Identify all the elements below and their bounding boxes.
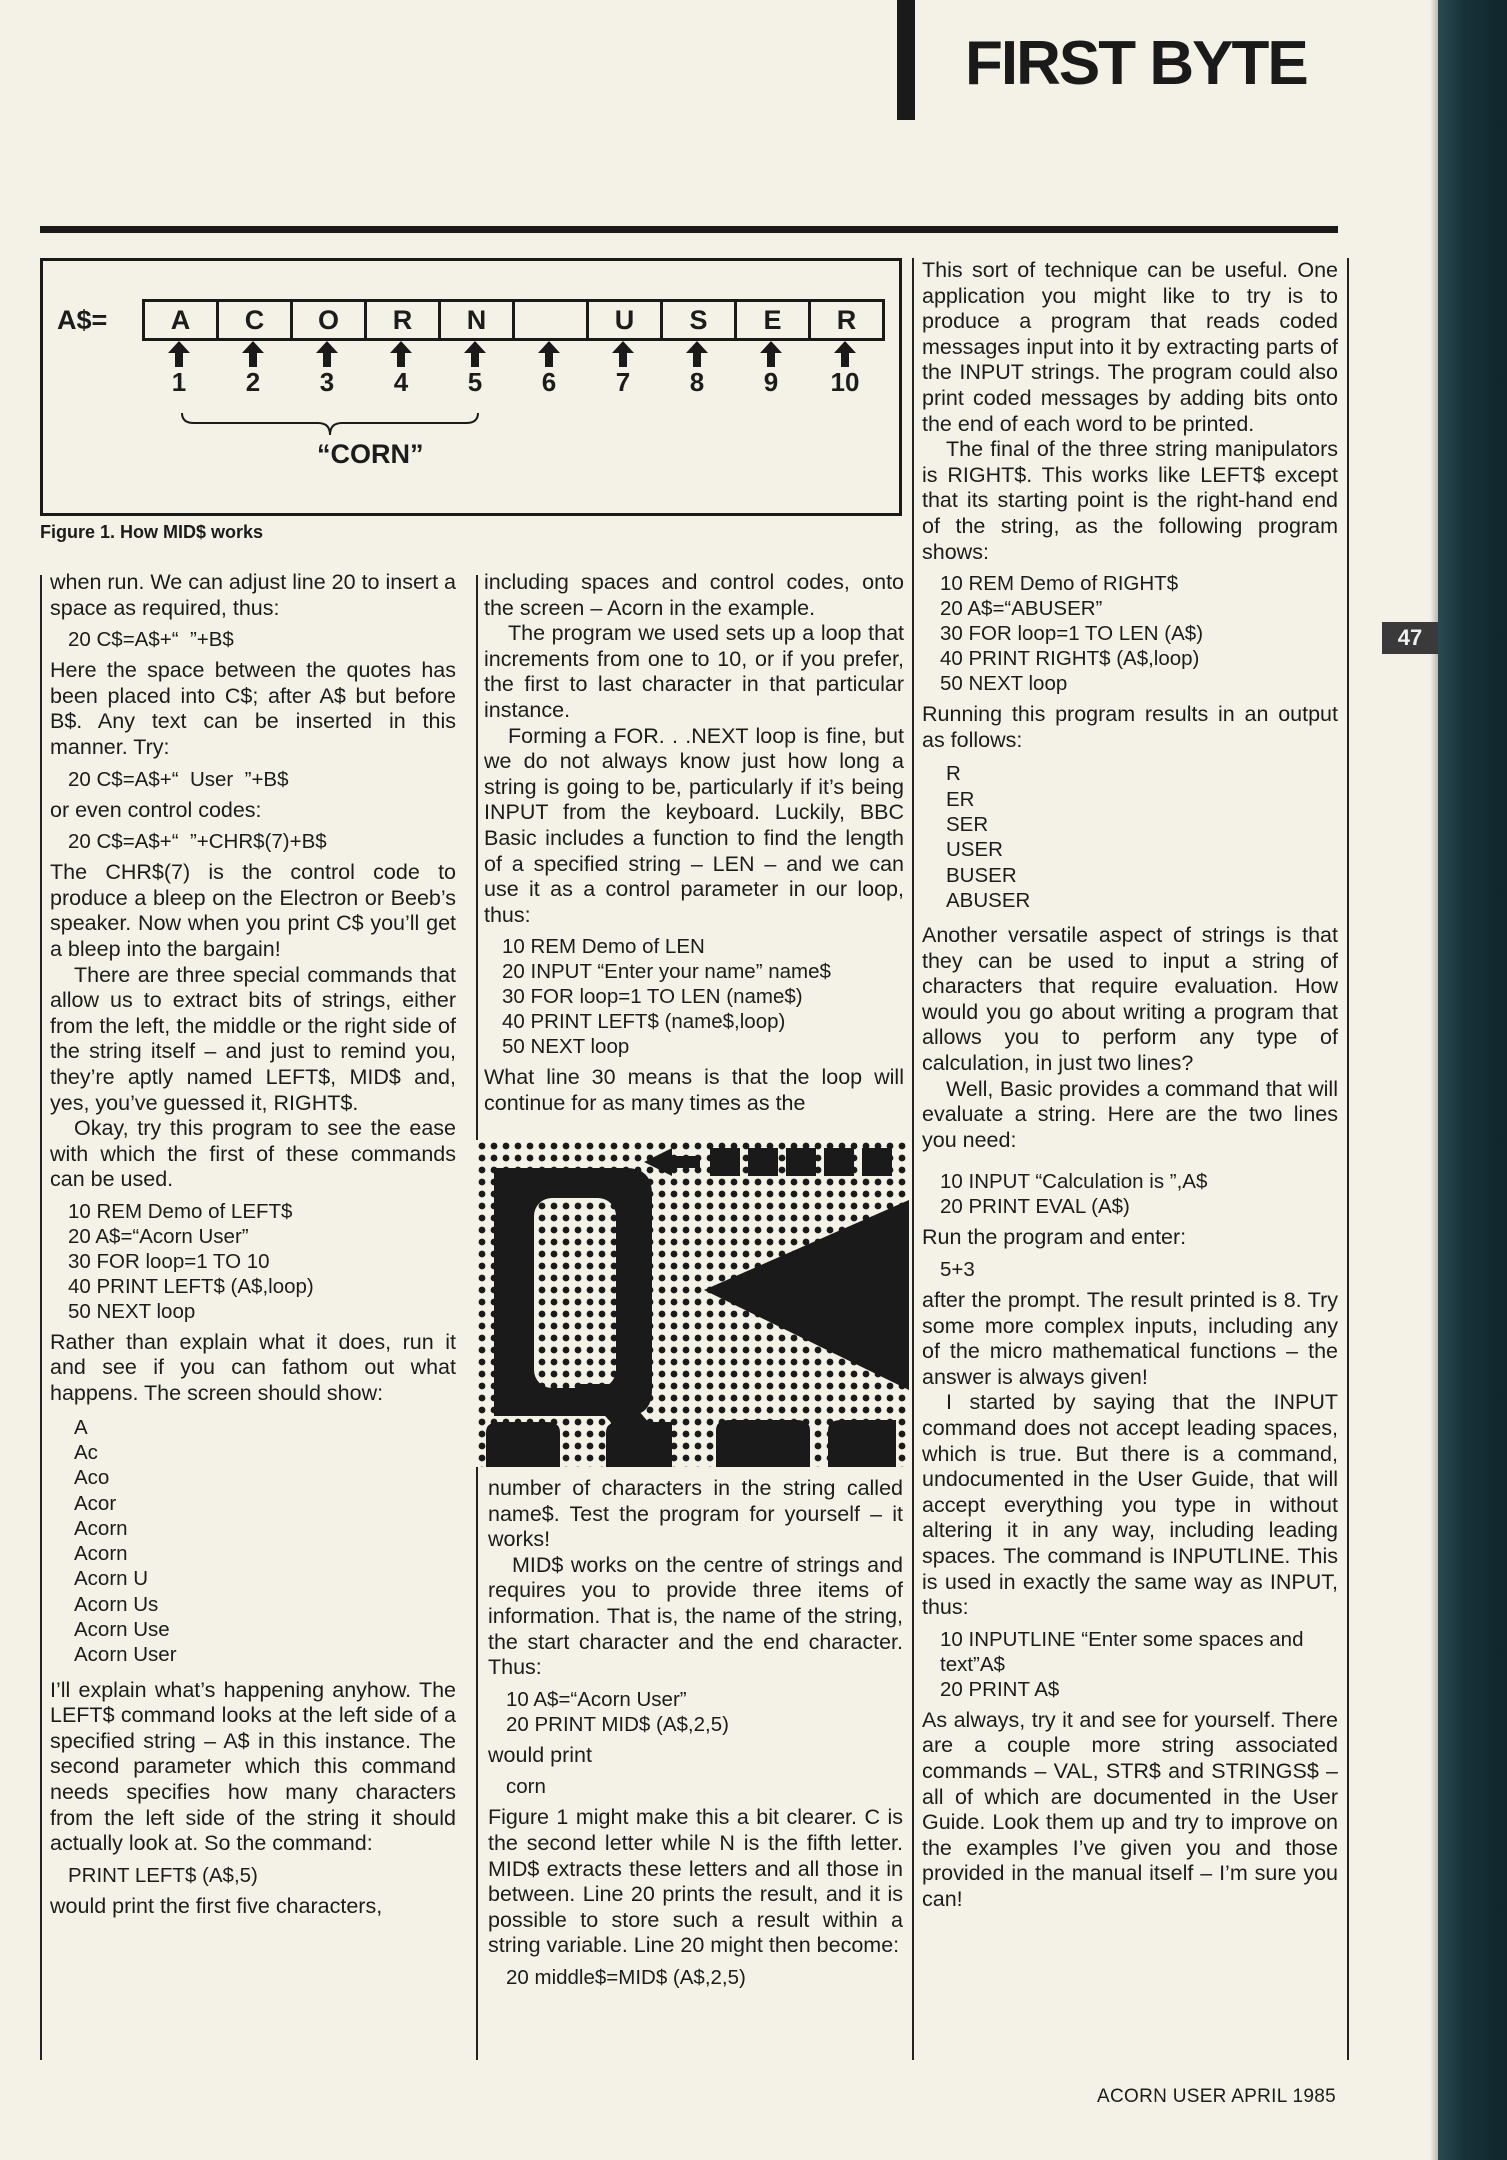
output-line: Acorn [74, 1516, 128, 1540]
string-cell: E [737, 302, 811, 338]
paragraph: I started by saying that the INPUT command does not accept leading spaces, which is true. But there is a command, undocumented in the User Guide, that will accept everything you type in without altering it in any way, including leading spaces. The command is INPUTLINE. This is used in exactly the same way as INPUT, thus: [922, 1390, 1338, 1620]
string-cell: R [836, 304, 857, 335]
code-text: 20 A$=“Acorn User” [68, 1224, 249, 1248]
position-markers [142, 341, 882, 398]
paragraph: number of characters in the string called name$. Test the program for yourself – it works! [488, 1476, 903, 1552]
string-cell: A [145, 302, 219, 338]
paragraph: when run. We can adjust line 20 to insert a space as required, thus: [50, 570, 456, 620]
paragraph: Figure 1 might make this a bit clearer. C is the second letter while N is the fifth letter. MID$ extracts these letters and all those in between. Line 20 prints the result, and it is possible to store such a result within a string variable. Line 20 might then become: [488, 1805, 903, 1958]
code-text: 20 middle$=MID$ (A$,2,5) [506, 1965, 746, 1989]
output-line: USER [946, 838, 1003, 862]
code-text: 20 INPUT “Enter your name” name$ [502, 960, 831, 984]
paragraph: would print [488, 1742, 592, 1767]
output-line: Acorn Us [74, 1592, 159, 1616]
position-marker [512, 341, 586, 398]
figure-1 [40, 258, 902, 516]
column-divider [40, 575, 42, 2060]
brace-label: “CORN” [317, 439, 424, 469]
up-arrow-icon [242, 341, 264, 367]
binding-spine [1438, 0, 1507, 2160]
code-text: 5+3 [940, 1258, 975, 1282]
up-arrow-icon [834, 341, 856, 367]
code-text: 20 C$=A$+“ ”+B$ [68, 628, 234, 652]
code-text: 50 NEXT loop [68, 1299, 196, 1323]
code-text: 20 PRINT A$ [940, 1677, 1060, 1701]
header-rule [40, 226, 1338, 233]
code-text: 20 C$=A$+“ ”+CHR$(7)+B$ [68, 830, 327, 854]
output-line: Aco [74, 1466, 110, 1490]
position-marker [216, 341, 290, 398]
code-text: 10 INPUTLINE “Enter some spaces and text”A$ [940, 1627, 1304, 1676]
paragraph: I’ll explain what’s happening anyhow. The LEFT$ command looks at the left side of a specified string – A$ in this instance. The second parameter which this command needs specifies how many characters from the left side of the string it should actually look at. So the command: [50, 1677, 456, 1856]
code-text: 50 NEXT loop [940, 672, 1068, 696]
program-listing [506, 1687, 903, 1737]
output-line: Acor [74, 1491, 117, 1515]
position-marker [290, 341, 364, 398]
page-number: 47 [1382, 622, 1438, 654]
code-line [68, 767, 456, 792]
column-2-continued [488, 1476, 903, 1996]
string-cell: N [441, 302, 515, 338]
position-marker [438, 341, 512, 398]
paragraph: Run the program and enter: [922, 1225, 1187, 1250]
code-text: 10 REM Demo of LEFT$ [68, 1199, 293, 1223]
paragraph: would print the first five characters, [50, 1893, 383, 1918]
paragraph: Running this program results in an output as follows: [922, 702, 1338, 752]
output-line: Acorn [74, 1542, 128, 1566]
figure-variable-label: A$= [57, 305, 108, 335]
code-text: 20 PRINT EVAL (A$) [940, 1195, 1130, 1219]
up-arrow-icon [464, 341, 486, 367]
code-text: 10 REM Demo of RIGHT$ [940, 572, 1179, 596]
paragraph: including spaces and control codes, onto the screen – Acorn in the example. [484, 570, 904, 620]
position-number: 3 [319, 367, 335, 397]
column-2 [484, 570, 904, 1117]
string-cell: S [663, 302, 737, 338]
section-title: FIRST BYTE [965, 29, 1307, 98]
code-text: 10 A$=“Acorn User” [506, 1687, 687, 1711]
string-cell: R [367, 302, 441, 338]
up-arrow-icon [760, 341, 782, 367]
output-line: BUSER [946, 863, 1017, 887]
position-marker [586, 341, 660, 398]
column-1 [50, 570, 456, 1919]
position-number: 5 [467, 367, 483, 397]
code-text: 40 PRINT RIGHT$ (A$,loop) [940, 647, 1200, 671]
code-line [940, 1257, 1338, 1282]
column-divider [1347, 258, 1349, 2060]
up-arrow-icon [316, 341, 338, 367]
code-text: 10 INPUT “Calculation is ”,A$ [940, 1170, 1208, 1194]
column-divider [912, 258, 914, 2060]
code-text: 50 NEXT loop [502, 1035, 630, 1059]
position-number: 2 [245, 367, 261, 397]
paragraph: The CHR$(7) is the control code to produce a bleep on the Electron or Beeb’s speaker. Now when you print C$ you’ll get a bleep into the bargain! [50, 860, 456, 961]
code-text: 40 PRINT LEFT$ (A$,loop) [68, 1274, 314, 1298]
up-arrow-icon [538, 341, 560, 367]
position-number: 7 [615, 367, 631, 397]
string-cell: U [589, 302, 663, 338]
program-listing [940, 571, 1338, 696]
paragraph: Okay, try this program to see the ease with which the first of these commands can be used. [50, 1116, 456, 1192]
program-output [946, 761, 1338, 913]
code-text: 10 REM Demo of LEN [502, 935, 705, 959]
position-number: 9 [763, 367, 779, 397]
code-text: corn [506, 1775, 546, 1799]
code-text: 30 FOR loop=1 TO LEN (name$) [502, 985, 803, 1009]
position-number: 4 [393, 367, 409, 397]
string-cell: O [293, 302, 367, 338]
page-footer: ACORN USER APRIL 1985 [1097, 2086, 1336, 2107]
code-text: 20 C$=A$+“ User ”+B$ [68, 767, 289, 791]
position-marker [142, 341, 216, 398]
output-line: Acorn U [74, 1567, 149, 1591]
paragraph: after the prompt. The result printed is 8. Try some more complex inputs, including any of the micro mathematical functions – the answer is always given! [922, 1288, 1338, 1389]
paragraph: What line 30 means is that the loop will continue for as many times as the [484, 1065, 904, 1115]
up-arrow-icon [168, 341, 190, 367]
question-illustration [476, 1140, 909, 1467]
string-cells [142, 299, 885, 341]
paragraph: Another versatile aspect of strings is that they can be used to input a string of characters that require evaluation. How would you go about writing a program that allows you to perform any type of calculation, in just two lines? [922, 923, 1338, 1076]
position-number: 6 [541, 367, 557, 397]
code-line [68, 1863, 456, 1888]
up-arrow-icon [612, 341, 634, 367]
paragraph: Here the space between the quotes has been placed into C$; after A$ but before B$. Any text can be inserted in this manner. Try: [50, 658, 456, 759]
code-text: 20 A$=“ABUSER” [940, 597, 1103, 621]
code-line [506, 1774, 903, 1799]
paragraph: MID$ works on the centre of strings and requires you to provide three items of information. That is, the name of the string, the start character and the end character. Thus: [488, 1552, 903, 1680]
output-line: SER [946, 812, 989, 836]
paragraph: The program we used sets up a loop that increments from one to 10, or if you prefer, the first to last character in that particular instance. [484, 621, 904, 722]
code-line [506, 1965, 903, 1990]
string-cell [515, 302, 589, 338]
up-arrow-icon [686, 341, 708, 367]
code-text: 40 PRINT LEFT$ (name$,loop) [502, 1010, 786, 1034]
q-graphic [476, 1140, 909, 1467]
brace-icon [180, 411, 480, 437]
code-line [68, 829, 456, 854]
code-text: 30 FOR loop=1 TO 10 [68, 1249, 270, 1273]
program-listing [502, 934, 904, 1059]
string-cell: C [219, 302, 293, 338]
paragraph: Well, Basic provides a command that will evaluate a string. Here are the two lines you need: [922, 1076, 1338, 1152]
figure-caption: Figure 1. How MID$ works [40, 522, 264, 542]
output-line: ABUSER [946, 888, 1031, 912]
paragraph: Forming a FOR. . .NEXT loop is fine, but we do not always know just how long a string is going to be, particularly if it’s being INPUT from the keyboard. Luckily, BBC Basic includes a function to find the length of a specified string – LEN – and we can use it as a control parameter in our loop, thus: [484, 723, 904, 927]
spacer [922, 1153, 1338, 1163]
output-line: Acorn Use [74, 1618, 170, 1642]
position-marker [734, 341, 808, 398]
program-listing [940, 1627, 1338, 1702]
position-number: 10 [830, 367, 860, 397]
position-marker [364, 341, 438, 398]
position-marker [660, 341, 734, 398]
column-3 [922, 258, 1338, 1913]
up-arrow-icon [390, 341, 412, 367]
paragraph: This sort of technique can be useful. One application you might like to try is to produce a program that reads coded messages input into it by extracting parts of the INPUT strings. The program could also print coded messages by adding bits onto the end of each word to be printed. [922, 258, 1338, 436]
paragraph: As always, try it and see for yourself. There are a couple more string associated commands – VAL, STR$ and STRINGS$ – all of which are documented in the User Guide. Look them up and try to improve on the examples I’ve given you and those provided in the manual itself – I’m sure you can! [922, 1707, 1338, 1911]
output-line: A [74, 1415, 88, 1439]
position-number: 8 [689, 367, 705, 397]
code-text: PRINT LEFT$ (A$,5) [68, 1863, 258, 1887]
code-text: 20 PRINT MID$ (A$,2,5) [506, 1712, 729, 1736]
program-listing [940, 1169, 1338, 1219]
position-marker [808, 341, 882, 398]
output-line: Ac [74, 1440, 98, 1464]
paragraph: The final of the three string manipulators is RIGHT$. This works like LEFT$ except that its starting point is the right-hand end of the string, as the following program shows: [922, 437, 1338, 564]
header-bar [897, 0, 915, 120]
position-number: 1 [171, 367, 187, 397]
program-listing [68, 1199, 456, 1324]
code-text: 30 FOR loop=1 TO LEN (A$) [940, 622, 1204, 646]
output-line: R [946, 762, 961, 786]
output-line: Acorn User [74, 1643, 177, 1667]
code-line [68, 627, 456, 652]
paragraph: or even control codes: [50, 797, 262, 822]
paragraph: There are three special commands that allow us to extract bits of strings, either from the left, the middle or the right side of the string itself – and just to remind you, they’re aptly named LEFT$, MID$ and, yes, you’ve guessed it, RIGHT$. [50, 962, 456, 1115]
output-line: ER [946, 787, 975, 811]
paragraph: Rather than explain what it does, run it and see if you can fathom out what happens. The screen should show: [50, 1329, 456, 1406]
program-output [74, 1415, 456, 1668]
